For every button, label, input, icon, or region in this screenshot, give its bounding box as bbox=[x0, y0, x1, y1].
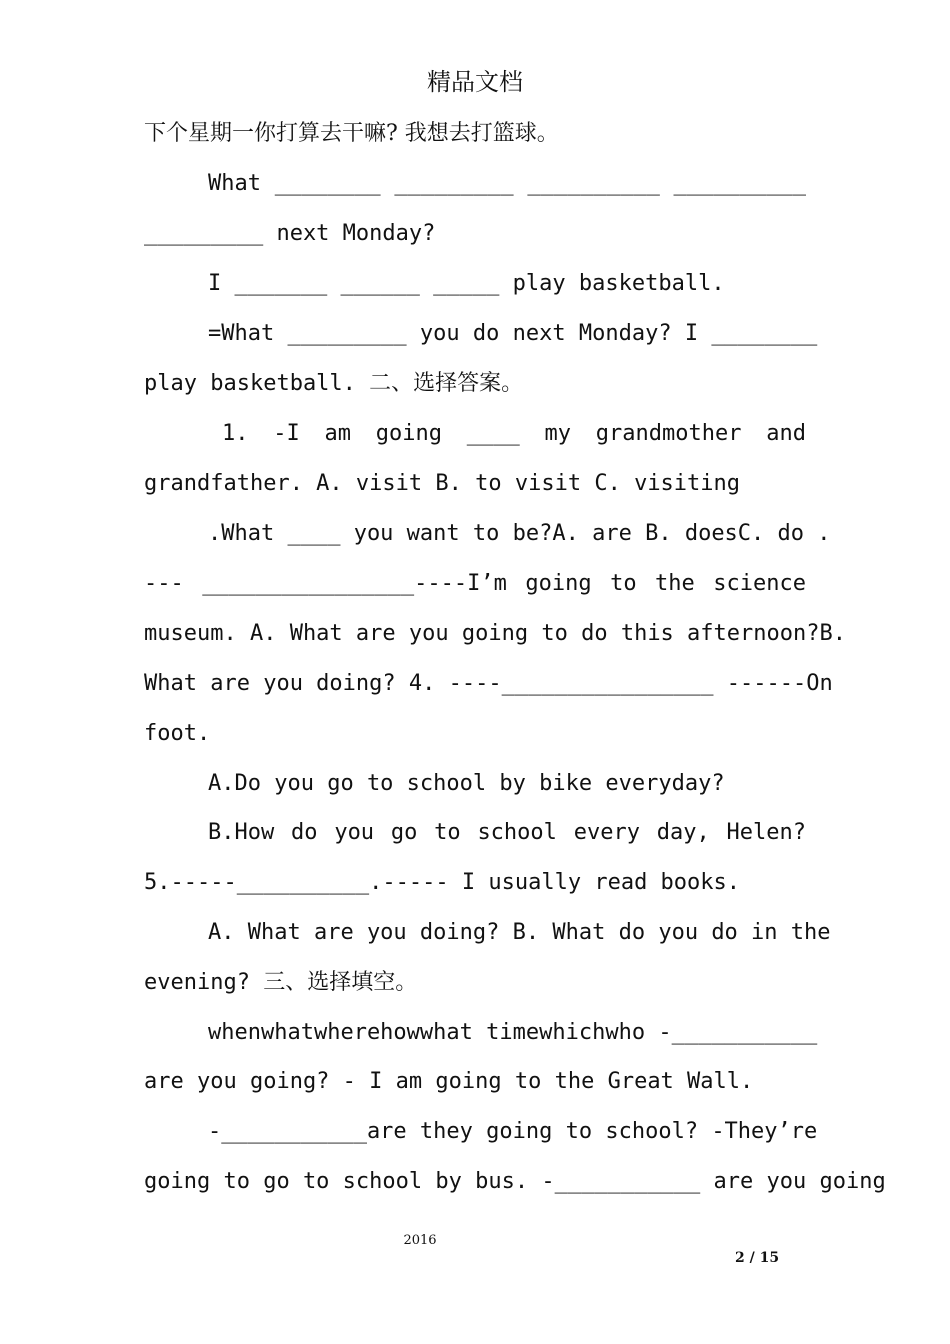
page-number: 2 / 15 bbox=[735, 1250, 780, 1266]
text-line: A.Do you go to school by bike everyday? bbox=[208, 771, 725, 796]
text-line: -___________are they going to school? -They’re bbox=[208, 1119, 818, 1144]
text-line: --- ________________----I’m going to the science bbox=[144, 571, 806, 596]
text-line: I _______ ______ _____ play basketball. bbox=[208, 271, 725, 296]
footer-year: 2016 bbox=[403, 1233, 437, 1248]
document-header: 精品文档 bbox=[427, 68, 523, 96]
text-line: What ________ _________ __________ __________ bbox=[208, 171, 806, 196]
text-line: 下个星期一你打算去干嘛? 我想去打篮球。 bbox=[144, 121, 559, 146]
text-line: play basketball. 二、选择答案。 bbox=[144, 371, 524, 396]
text-line: going to go to school by bus. -___________ are you going bbox=[144, 1169, 886, 1194]
text-line: grandfather. A. visit B. to visit C. visiting bbox=[144, 471, 741, 496]
text-line: evening? 三、选择填空。 bbox=[144, 970, 418, 995]
text-line: whenwhatwherehowwhat timewhichwho -___________ bbox=[208, 1020, 818, 1045]
text-line: 1. -I am going ____ my grandmother and bbox=[222, 421, 806, 446]
text-line: What are you doing? 4. ----________________ ------On bbox=[144, 671, 833, 696]
text-line: foot. bbox=[144, 721, 211, 746]
text-line: 5.-----__________.----- I usually read books. bbox=[144, 870, 741, 895]
text-line: =What _________ you do next Monday? I ________ bbox=[208, 321, 818, 346]
text-line: A. What are you doing? B. What do you do in the bbox=[208, 920, 831, 945]
text-line: .What ____ you want to be?A. are B. doesC. do . bbox=[208, 521, 831, 546]
text-line: are you going? - I am going to the Great Wall. bbox=[144, 1069, 754, 1094]
text-line: museum. A. What are you going to do this afternoon?B. bbox=[144, 621, 846, 646]
text-line: _________ next Monday? bbox=[144, 221, 436, 246]
text-line: B.How do you go to school every day, Helen? bbox=[208, 820, 806, 845]
